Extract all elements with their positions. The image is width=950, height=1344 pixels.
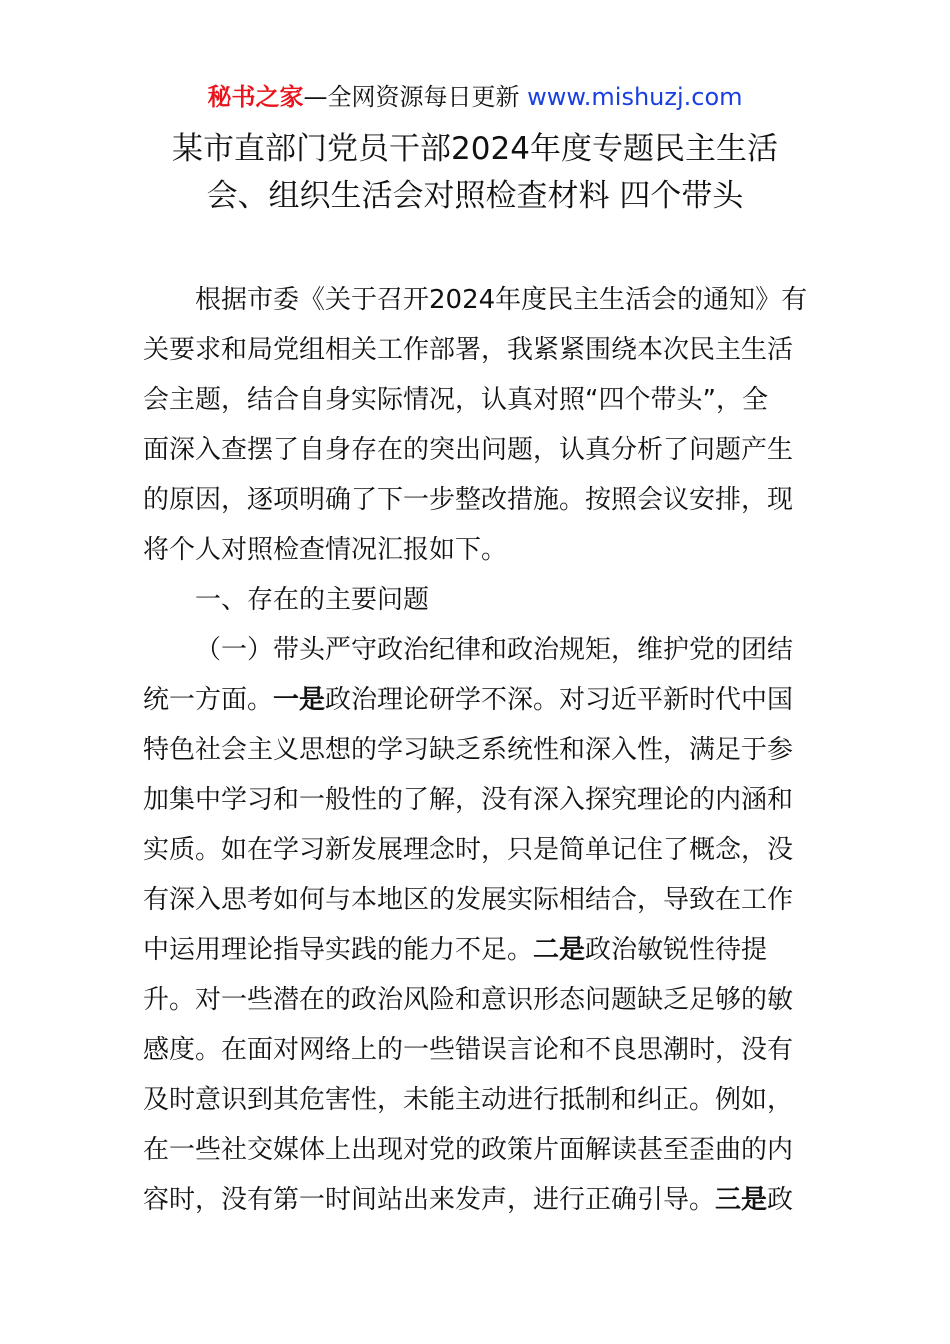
paragraph-line: 根据市委《关于召开2024年度民主生活会的通知》有 [195, 285, 808, 315]
site-header [0, 80, 950, 114]
paragraph-line: 实质。如在学习新发展理念时，只是简单记住了概念，没 [143, 835, 794, 865]
paragraph-line [143, 675, 811, 725]
paragraph-line: （一）带头严守政治纪律和政治规矩，维护党的团结 [195, 635, 794, 665]
bold-marker: 一是 [273, 685, 326, 715]
text-run: 统一方面。 [143, 685, 274, 715]
paragraph-line [143, 925, 811, 975]
header-tagline: —全网资源每日更新 [303, 83, 528, 111]
paragraph-line: 的原因，逐项明确了下一步整改措施。按照会议安排，现 [143, 485, 794, 515]
site-url[interactable]: www.mishuzj.com [527, 83, 743, 111]
bold-marker: 三是 [715, 1185, 768, 1215]
title-line-2: 会、组织生活会对照检查材料 四个带头 [206, 178, 744, 214]
text-run: 政治理论研学不深。对习近平新时代中国 [325, 685, 794, 715]
paragraph-line: 感度。在面对网络上的一些错误言论和不良思潮时，没有 [143, 1035, 794, 1065]
brand-name: 秘书之家 [207, 83, 304, 111]
title-line-1: 某市直部门党员干部2024年度专题民主生活 [172, 131, 778, 167]
paragraph-line: 特色社会主义思想的学习缺乏系统性和深入性，满足于参 [143, 735, 794, 765]
paragraph-line: 在一些社交媒体上出现对党的政策片面解读甚至歪曲的内 [143, 1135, 794, 1165]
paragraph-line: 面深入查摆了自身存在的突出问题，认真分析了问题产生 [143, 435, 794, 465]
paragraph-line: 将个人对照检查情况汇报如下。 [143, 535, 508, 565]
section-heading: 一、存在的主要问题 [195, 585, 430, 615]
paragraph-line: 加集中学习和一般性的了解，没有深入探究理论的内涵和 [143, 785, 794, 815]
text-run: 政治敏锐性待提 [585, 935, 768, 965]
bold-marker: 二是 [533, 935, 586, 965]
document-title [90, 126, 860, 220]
document-body [143, 275, 811, 1225]
paragraph-line [143, 1175, 811, 1225]
paragraph-line: 关要求和局党组相关工作部署，我紧紧围绕本次民主生活 [143, 335, 794, 365]
paragraph-line: 及时意识到其危害性，未能主动进行抵制和纠正。例如， [143, 1085, 794, 1115]
paragraph-line: 会主题，结合自身实际情况，认真对照“四个带头”，全 [143, 385, 768, 415]
text-run: 容时，没有第一时间站出来发声，进行正确引导。 [143, 1185, 716, 1215]
text-run: 中运用理论指导实践的能力不足。 [143, 935, 534, 965]
paragraph-line: 升。对一些潜在的政治风险和意识形态问题缺乏足够的敏 [143, 985, 794, 1015]
paragraph-line: 有深入思考如何与本地区的发展实际相结合，导致在工作 [143, 885, 794, 915]
text-run: 政 [767, 1185, 794, 1215]
